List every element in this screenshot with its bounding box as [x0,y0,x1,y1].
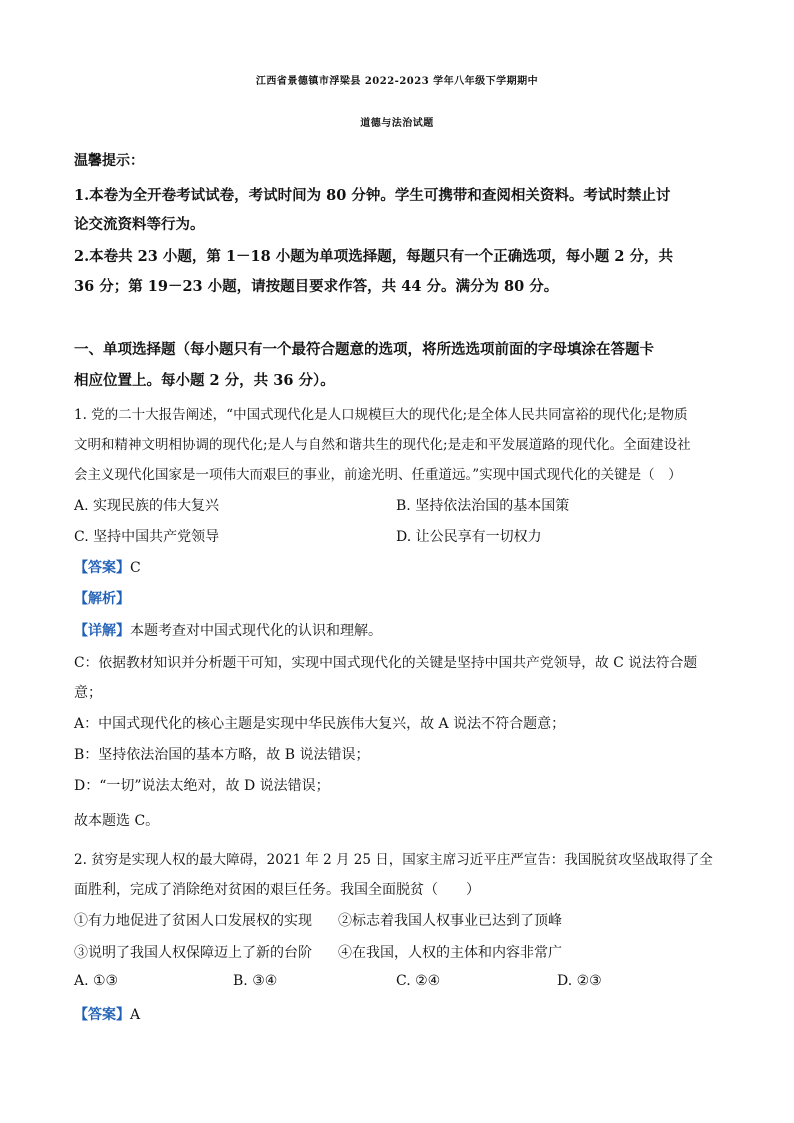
tip2-line1: 2.本卷共 23 小题，第 1－18 小题为单项选择题，每题只有一个正确选项，每小题 2 分，共 [74,248,673,265]
q2-answer-tag: 【答案】 [74,1007,130,1023]
q1-answer-value: C [130,560,141,576]
q1-analysis-tag: 【解析】 [74,591,130,607]
q1-detail-row [74,620,382,640]
q2-stem-line1: 2. 贫穷是实现人权的最大障碍，2021 年 2 月 25 日，国家主席习近平庄严宣告：我国脱贫攻坚战取得了全 [74,852,713,868]
q1-explain-c-line2: 意； [74,685,102,701]
q2-statement-4: ④在我国，人权的主体和内容非常广 [338,945,562,961]
q2-statement-1: ①有力地促进了贫困人口发展权的实现 [74,913,312,929]
q1-option-a: A. 实现民族的伟大复兴 [74,498,220,514]
q2-option-a: A. ①③ [74,973,119,989]
q1-explain-c-line1: C：依据教材知识并分析题干可知，实现中国式现代化的关键是坚持中国共产党领导，故 C 说法符合题 [74,655,698,671]
q1-detail-text: 本题考查对中国式现代化的认识和理解。 [130,623,382,639]
doc-title-line1: 江西省景德镇市浮梁县 2022-2023 学年八年级下学期期中 [255,76,539,87]
doc-title-line2: 道德与法治试题 [360,118,434,129]
q1-explain-a: A：中国式现代化的核心主题是实现中华民族伟大复兴，故 A 说法不符合题意； [74,716,566,732]
q2-statement-2: ②标志着我国人权事业已达到了顶峰 [338,913,562,929]
tips-heading: 温馨提示： [74,153,144,169]
tip2-line2: 36 分；第 19－23 小题，请按题目要求作答，共 44 分。满分为 80 分。 [74,278,559,295]
q2-option-b: B. ③④ [233,973,278,989]
q2-stem-line2: 面胜利，完成了消除绝对贫困的艰巨任务。我国全面脱贫（ ） [74,882,480,898]
q2-option-c: C. ②④ [396,973,441,989]
section1-heading-line1: 一、单项选择题（每小题只有一个最符合题意的选项，将所选选项前面的字母填涂在答题卡 [74,341,654,358]
q1-option-d: D. 让公民享有一切权力 [396,529,542,545]
q1-answer-tag: 【答案】 [74,560,130,576]
q1-explain-b: B：坚持依法治国的基本方略，故 B 说法错误； [74,747,370,763]
q1-stem-line1: 1. 党的二十大报告阐述，“中国式现代化是人口规模巨大的现代化;是全体人民共同富裕的现代化;是物质 [74,407,688,423]
q1-detail-tag: 【详解】 [74,623,130,639]
section1-heading-line2: 相应位置上。每小题 2 分，共 36 分）。 [74,372,335,389]
q1-explain-d: D：“一切”说法太绝对，故 D 说法错误； [74,778,330,794]
q2-option-d: D. ②③ [557,973,602,989]
q1-conclusion: 故本题选 C。 [74,813,160,829]
tip1-line2: 论交流资料等行为。 [74,216,205,233]
q1-stem-line2: 文明和精神文明相协调的现代化;是人与自然和谐共生的现代化;是走和平发展道路的现代化。全面建设社 [74,437,691,453]
q2-statement-3: ③说明了我国人权保障迈上了新的台阶 [74,945,312,961]
q1-analysis-row [74,588,130,608]
q1-stem-line3: 会主义现代化国家是一项伟大而艰巨的事业，前途光明、任重道远。”实现中国式现代化的关键是（ ） [74,467,682,483]
tip1-line1: 1.本卷为全开卷考试试卷，考试时间为 80 分钟。学生可携带和查阅相关资料。考试时禁止讨 [74,187,671,204]
q2-answer-value: A [130,1007,141,1023]
q2-answer-row [74,1004,140,1024]
q1-answer-row [74,557,141,577]
q1-option-b: B. 坚持依法治国的基本国策 [396,498,570,514]
q1-option-c: C. 坚持中国共产党领导 [74,529,220,545]
